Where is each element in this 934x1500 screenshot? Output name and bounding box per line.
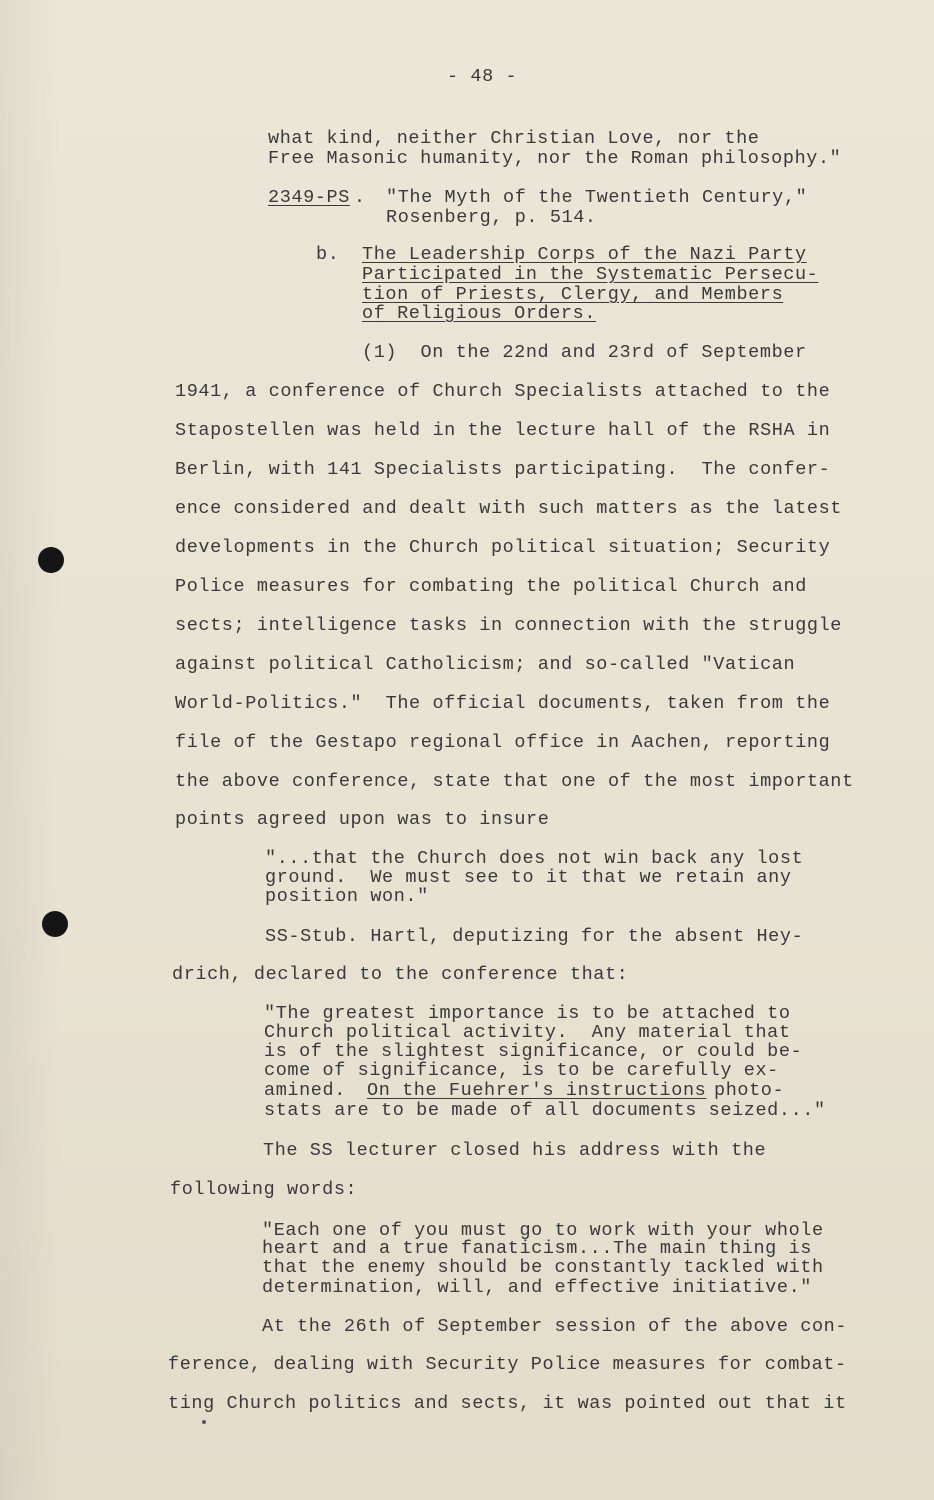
citation-ref-punct: .: [354, 187, 366, 208]
section-heading: Participated in the Systematic Persecu-: [362, 264, 819, 285]
quote-line: amined.: [264, 1080, 346, 1101]
quote-line: what kind, neither Christian Love, nor the: [268, 128, 760, 149]
quote-line: determination, will, and effective initiative.": [262, 1277, 812, 1298]
body-line: Stapostellen was held in the lecture hall of the RSHA in: [175, 420, 831, 441]
punch-hole-icon: [38, 547, 64, 573]
body-line: The SS lecturer closed his address with the: [263, 1140, 767, 1161]
body-line: (1) On the 22nd and 23rd of September: [362, 342, 807, 363]
quote-line: "The greatest importance is to be attached to: [264, 1003, 791, 1024]
quote-line: heart and a true fanaticism...The main thing is: [262, 1238, 812, 1259]
quote-line: is of the slightest significance, or could be-: [264, 1041, 803, 1062]
section-heading: The Leadership Corps of the Nazi Party: [362, 244, 807, 265]
body-line: ting Church politics and sects, it was pointed out that it: [168, 1393, 847, 1414]
body-line: points agreed upon was to insure: [175, 809, 550, 830]
quote-line: position won.": [265, 886, 429, 907]
body-line: ence considered and dealt with such matters as the latest: [175, 498, 843, 519]
quote-line: stats are to be made of all documents seized...": [264, 1100, 826, 1121]
body-line: ference, dealing with Security Police measures for combat-: [168, 1354, 847, 1375]
body-line: At the 26th of September session of the above con-: [262, 1316, 848, 1337]
quote-line: "...that the Church does not win back any lost: [265, 848, 804, 869]
citation-text: "The Myth of the Twentieth Century,": [386, 187, 808, 208]
body-line: against political Catholicism; and so-called "Vatican: [175, 654, 796, 675]
section-heading: tion of Priests, Clergy, and Members: [362, 284, 784, 305]
body-line: following words:: [170, 1179, 358, 1200]
body-line: SS-Stub. Hartl, deputizing for the absent Hey-: [265, 926, 804, 947]
page-edge-shadow: [0, 0, 60, 1500]
citation-text: Rosenberg, p. 514.: [386, 207, 597, 228]
body-line: Police measures for combating the political Church and: [175, 576, 807, 597]
body-line: drich, declared to the conference that:: [172, 964, 629, 985]
body-line: 1941, a conference of Church Specialists attached to the: [175, 381, 831, 402]
body-line: file of the Gestapo regional office in Aachen, reporting: [175, 732, 831, 753]
quote-line: "Each one of you must go to work with your whole: [262, 1220, 824, 1241]
body-line: World-Politics." The official documents, taken from the: [175, 693, 831, 714]
quote-line: Free Masonic humanity, nor the Roman philosophy.": [268, 148, 842, 169]
ink-speck: [202, 1420, 206, 1424]
section-heading: of Religious Orders.: [362, 303, 597, 324]
page-number: - 48 -: [447, 66, 518, 87]
body-line: developments in the Church political situation; Security: [175, 537, 831, 558]
quote-underlined: On the Fuehrer's instructions: [367, 1080, 707, 1101]
quote-line: come of significance, is to be carefully ex-: [264, 1060, 779, 1081]
quote-line: photo-: [714, 1080, 785, 1101]
section-marker: b.: [316, 244, 340, 265]
quote-line: that the enemy should be constantly tackled with: [262, 1257, 824, 1278]
citation-ref: 2349-PS: [268, 187, 350, 208]
quote-line: Church political activity. Any material that: [264, 1022, 791, 1043]
body-line: the above conference, state that one of the most important: [175, 771, 854, 792]
punch-hole-icon: [42, 911, 68, 937]
body-line: sects; intelligence tasks in connection with the struggle: [175, 615, 843, 636]
quote-line: ground. We must see to it that we retain any: [265, 867, 792, 888]
body-line: Berlin, with 141 Specialists participating. The confer-: [175, 459, 831, 480]
